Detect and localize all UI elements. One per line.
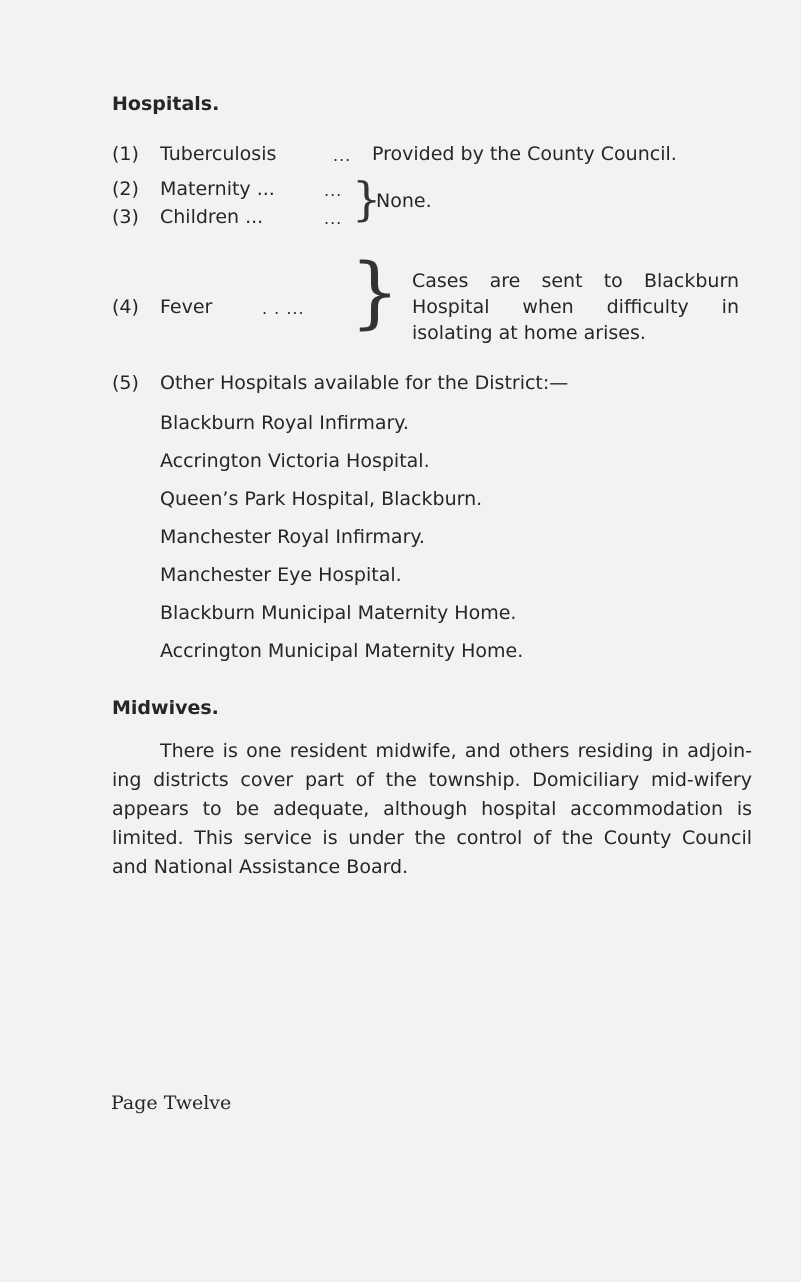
midwives-line-2: ing districts cover part of the township. Domiciliary mid-wifery — [112, 769, 752, 791]
hospital-list-item: Accrington Municipal Maternity Home. — [160, 640, 524, 662]
hospital-list-item: Blackburn Royal Infirmary. — [160, 412, 409, 434]
item-5-number: (5) — [112, 372, 139, 394]
item-2-label: Maternity ... — [160, 178, 275, 200]
page-number-footer: Page Twelve — [111, 1092, 232, 1114]
item-3-label: Children ... — [160, 206, 264, 228]
brace-symbol-fever: } — [350, 248, 400, 338]
midwives-line-4: limited. This service is under the control of the County Council — [112, 827, 752, 849]
item-2-number: (2) — [112, 178, 139, 200]
midwives-heading: Midwives. — [112, 697, 219, 719]
item-1-leader: ... — [333, 146, 352, 165]
fever-description — [412, 268, 739, 346]
hospital-list-item: Accrington Victoria Hospital. — [160, 450, 430, 472]
hospitals-heading: Hospitals. — [112, 93, 220, 115]
item-2-leader: ... — [324, 181, 343, 200]
item-3-leader: ... — [324, 209, 343, 228]
item-4-number: (4) — [112, 296, 139, 318]
hospital-list-item: Queen’s Park Hospital, Blackburn. — [160, 488, 483, 510]
hospital-list-item: Manchester Royal Infirmary. — [160, 526, 425, 548]
fever-line-2: Hospital when difficulty in — [412, 296, 739, 318]
item-1-value: Provided by the County Council. — [372, 143, 677, 165]
fever-line-1: Cases are sent to Blackburn — [412, 270, 739, 292]
hospital-list-item: Blackburn Municipal Maternity Home. — [160, 602, 517, 624]
hospital-list-item: Manchester Eye Hospital. — [160, 564, 402, 586]
item-4-label: Fever — [160, 296, 213, 318]
item-4-leader: . . ... — [262, 299, 305, 318]
item-3-number: (3) — [112, 206, 139, 228]
item-5-label: Other Hospitals available for the District:— — [160, 372, 569, 394]
midwives-line-5: and National Assistance Board. — [112, 856, 409, 878]
midwives-line-3: appears to be adequate, although hospital accommodation is — [112, 798, 752, 820]
brace-symbol: } — [352, 172, 382, 226]
midwives-line-1: There is one resident midwife, and others residing in adjoin- — [160, 740, 752, 762]
item-1-number: (1) — [112, 143, 139, 165]
midwives-paragraph — [112, 737, 752, 882]
group-value-none: None. — [376, 190, 432, 212]
item-1-label: Tuberculosis — [160, 143, 277, 165]
fever-line-3: isolating at home arises. — [412, 322, 646, 344]
